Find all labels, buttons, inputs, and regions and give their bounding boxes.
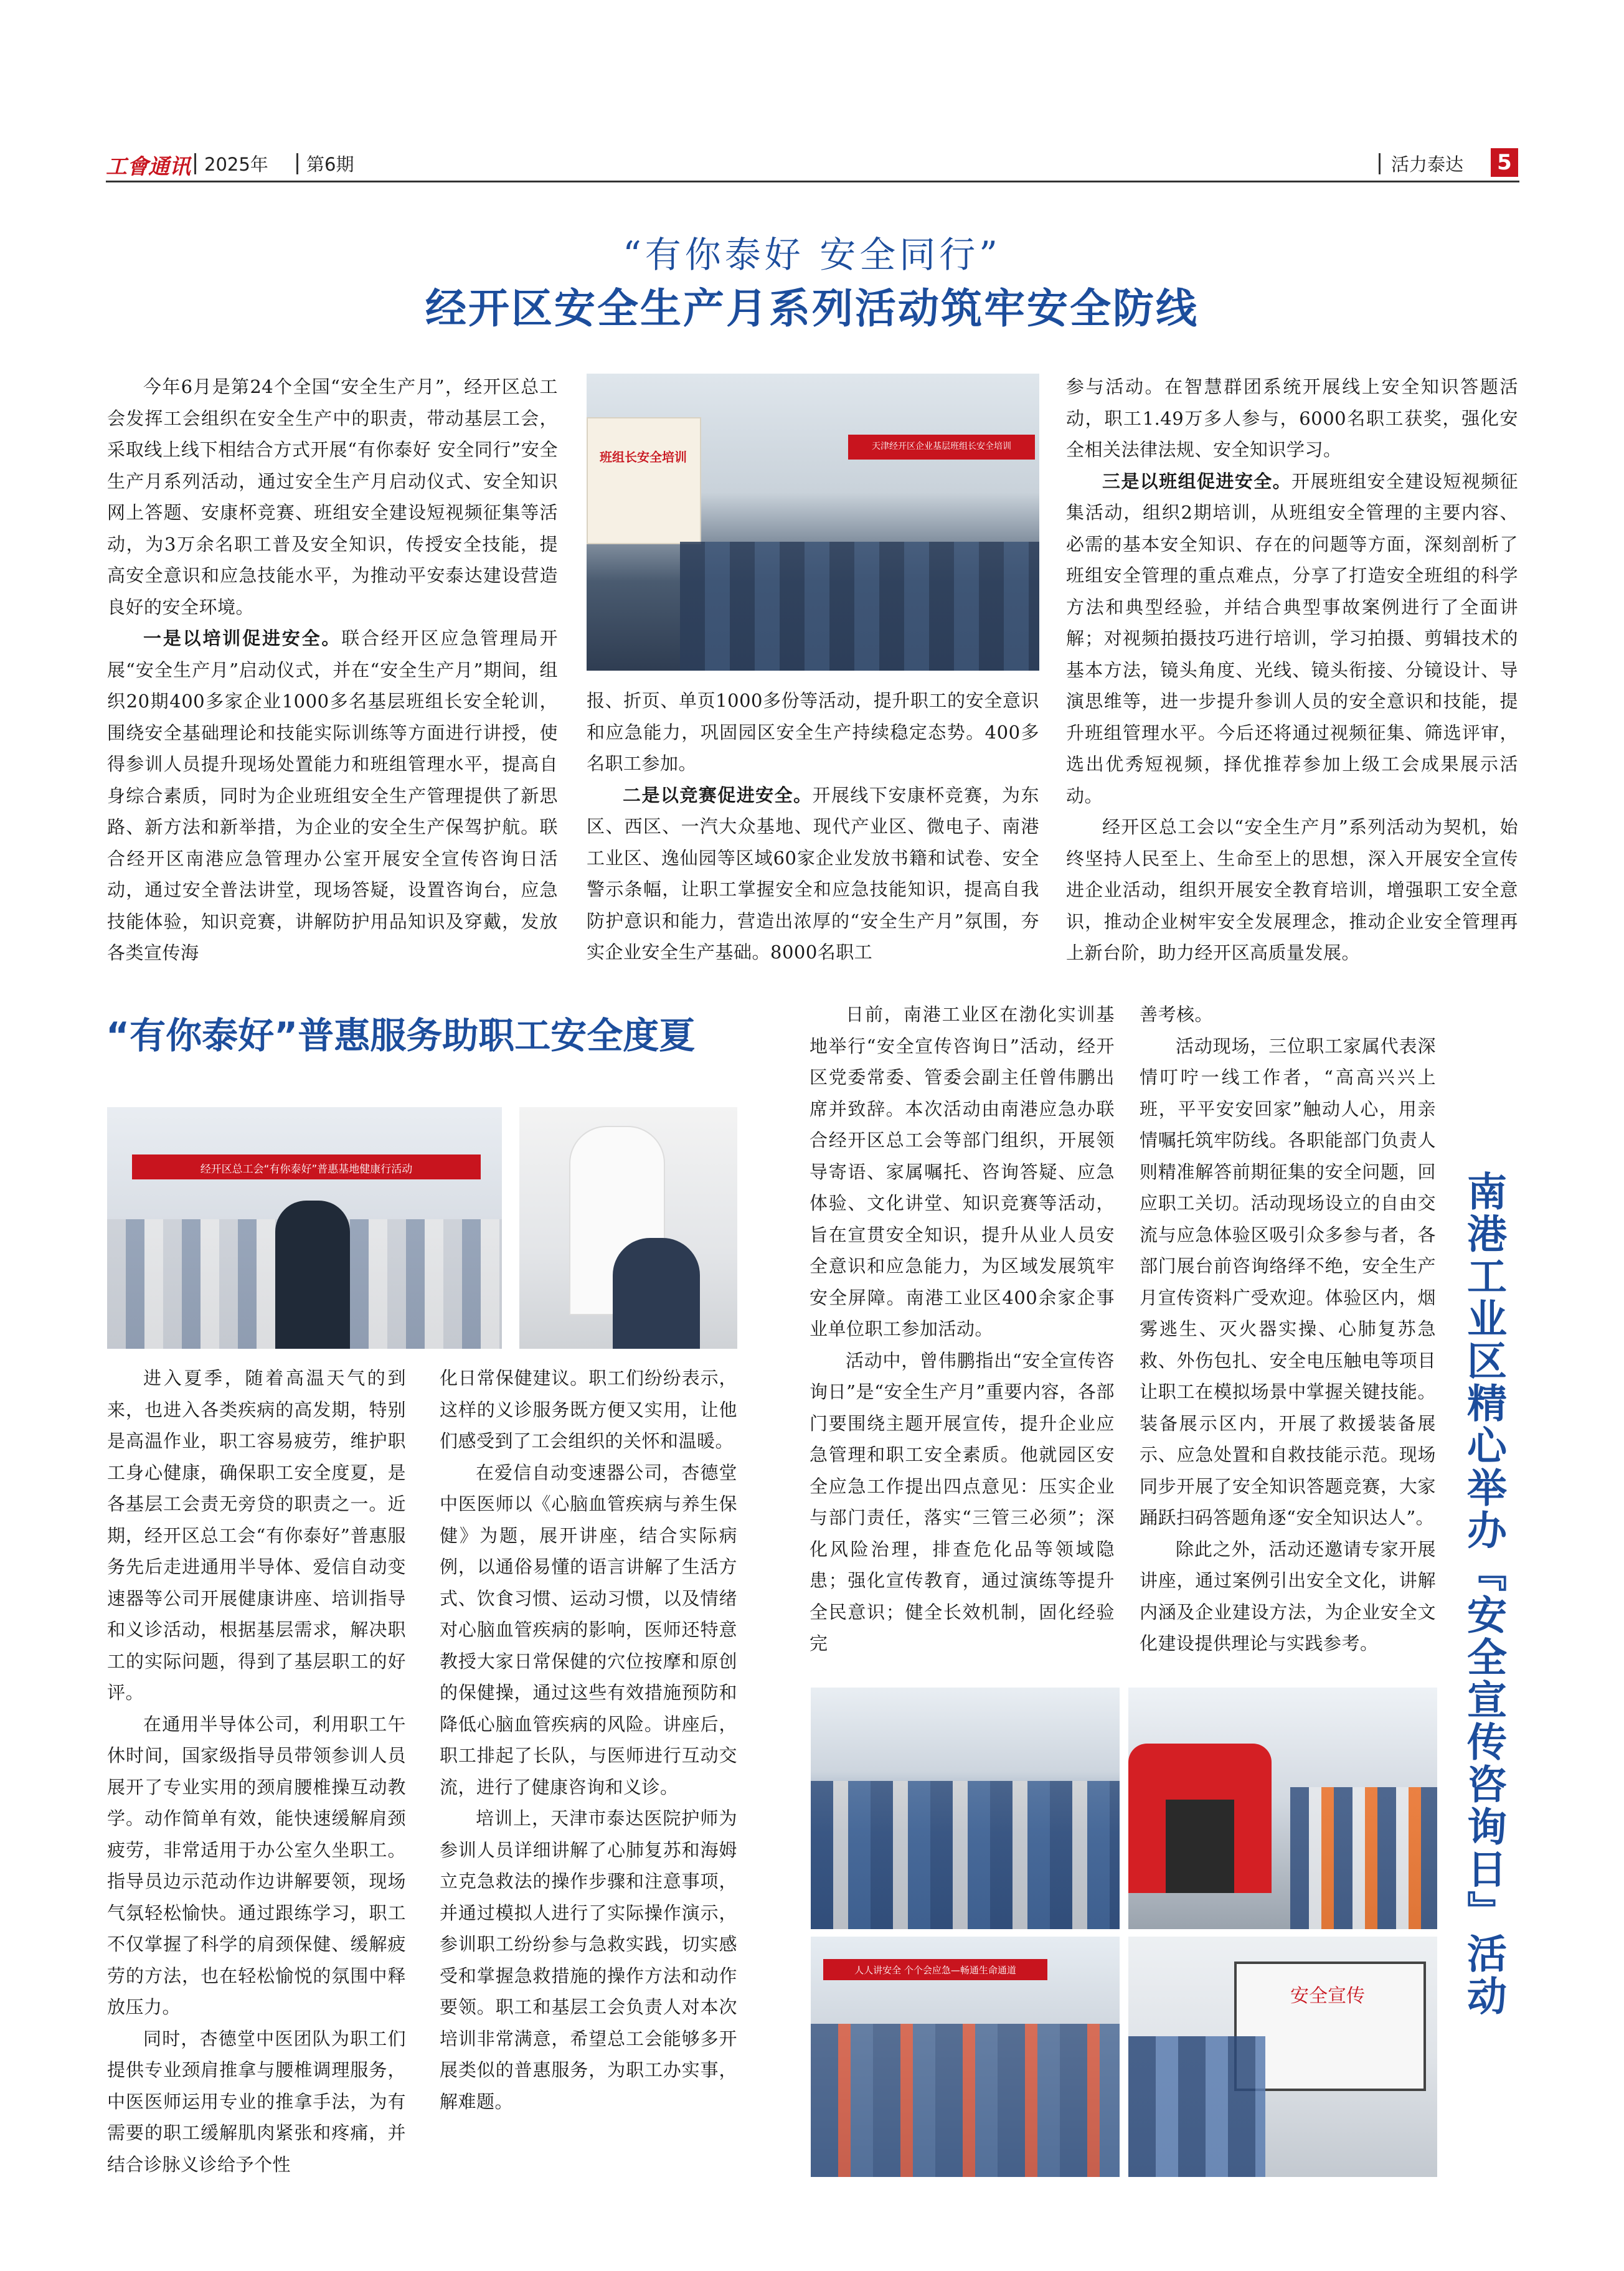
smoke-tent-photo xyxy=(1128,1688,1437,1929)
header-rule xyxy=(106,181,1519,182)
signing-workers xyxy=(1128,2036,1265,2177)
article2-title: “有你泰好”普惠服务助职工安全度夏 xyxy=(106,1014,696,1057)
article3-col2-p1: 善考核。 xyxy=(1140,1004,1214,1025)
masthead-logo: 工會通讯 xyxy=(106,154,191,179)
signing-board-text: 安全宣传 xyxy=(1290,1985,1365,2007)
page-number-badge: 5 xyxy=(1491,148,1518,177)
header-sep-2 xyxy=(296,153,298,174)
article1-col1 xyxy=(107,371,558,969)
first-aid-photo xyxy=(811,1937,1120,2177)
training-stage-banner: 班组长安全培训 xyxy=(600,450,687,465)
article3-col2 xyxy=(1140,999,1436,1660)
article2-col1-p3: 同时，杏德堂中医团队为职工们提供专业颈肩推拿与腰椎调理服务，中医医师运用专业的推拿手法，为有需要的职工缓解肌肉紧张和疼痛，并结合诊脉义诊给予个性 xyxy=(107,2028,406,2175)
article2-col2 xyxy=(440,1362,737,2117)
exercise-leader xyxy=(275,1201,350,1349)
massage-photo xyxy=(519,1107,737,1349)
point-two-lead: 二是以竞赛促进安全。 xyxy=(623,784,813,806)
safety-workers xyxy=(1290,1787,1437,1929)
point-one-lead: 一是以培训促进安全。 xyxy=(143,628,342,649)
crowd-people xyxy=(811,1781,1120,1929)
article1-col2-p2 xyxy=(587,780,1039,968)
article1-col3-p1: 参与活动。在智慧群团系统开展线上安全知识答题活动，职工1.49万多人参与，6000名职工获奖，强化安全相关法律法规、安全知识学习。 xyxy=(1066,376,1518,460)
article2-col2-p2: 在爱信自动变速器公司，杏德堂中医医师以《心脑血管疾病与养生保健》为题，展开讲座，结合实际病例，以通俗易懂的语言讲解了生活方式、饮食习惯、运动习惯，以及情绪对心脑血管疾病的影响，医师还特意教授大家日常保健的穴位按摩和原创的保健操，通过这些有效措施预防和降低心脑血管疾病的风险。讲座后，职工排起了长队，与医师进行互动交流，进行了健康咨询和义诊。 xyxy=(440,1461,737,1798)
article1-col3-p2 xyxy=(1066,466,1518,812)
first-aid-banner-text: 人人讲安全 个个会应急—畅通生命通道 xyxy=(854,1965,1016,1976)
article3-vertical-title: 南港工业区精心举办『安全宣传咨询日』活动 xyxy=(1460,1171,1506,2018)
signboard-photo xyxy=(1128,1937,1437,2177)
issue-number: 第6期 xyxy=(306,154,354,175)
point-two-text: 开展线下安康杯竞赛，为东区、西区、一汽大众基地、现代产业区、微电子、南港工业区、逸仙园等区域60家企业发放书籍和试卷、安全警示条幅，让职工掌握安全和应急技能知识，提高自我防护意识和能力，营造出浓厚的“安全生产月”氛围，夯实企业安全生产基础。8000名职工 xyxy=(587,784,1039,963)
article1-kicker: “有你泰好 安全同行” xyxy=(623,234,1001,276)
header-sep-1 xyxy=(194,153,196,174)
article1-col1-p1: 今年6月是第24个全国“安全生产月”，经开区总工会发挥工会组织在安全生产中的职责，带动基层工会，采取线上线下相结合方式开展“有你泰好 安全同行”安全生产月系列活动，通过安全生产月启动仪式、安全知识网上答题、安康杯竞赛、班组安全建设短视频征集等活动，为3万余名职工普及安全知识，传授安全技能，提高安全意识和应急技能水平，为推动平安泰达建设营造良好的安全环境。 xyxy=(107,376,558,618)
article1-col3-p3: 经开区总工会以“安全生产月”系列活动为契机，始终坚持人民至上、生命至上的思想，深入开展安全宣传进企业活动，组织开展安全教育培训，增强职工安全意识，推动企业树牢安全发展理念，推动企业安全管理再上新台阶，助力经开区高质量发展。 xyxy=(1066,816,1518,963)
article2-col2-p1: 化日常保健建议。职工们纷纷表示，这样的义诊服务既方便又实用，让他们感受到了工会组织的关怀和温暖。 xyxy=(440,1367,737,1452)
first-aid-trainees xyxy=(811,2024,1120,2177)
article1-col2 xyxy=(587,685,1039,968)
patient-figure xyxy=(613,1238,700,1349)
article3-col1-p2: 活动中，曾伟鹏指出“安全宣传咨询日”是“安全生产月”重要内容，各部门要围绕主题开展宣传，提升企业应急管理和职工安全素质。他就园区安全应急工作提出四点意见：压实企业与部门责任，落实“三管三必须”；深化风险治理，排查危化品等领域隐患；强化宣传教育，通过演练等提升全民意识；健全长效机制，固化经验完 xyxy=(810,1349,1115,1654)
header-sep-3 xyxy=(1379,153,1381,174)
article1-title: 经开区安全生产月系列活动筑牢安全防线 xyxy=(425,285,1199,333)
section-name: 活力泰达 xyxy=(1391,154,1464,175)
training-photo xyxy=(587,374,1039,671)
training-screen xyxy=(587,417,701,544)
article2-col1 xyxy=(107,1362,406,2180)
exercise-photo xyxy=(107,1107,502,1349)
point-one-text: 联合经开区应急管理局开展“安全生产月”启动仪式，并在“安全生产月”期间，组织20期400多家企业1000多名基层班组长安全轮训，围绕安全基础理论和技能实际训练等方面进行讲授，使得参训人员提升现场处置能力和班组管理水平，提高自身综合素质，同时为企业班组安全生产管理提供了新思路、新方法和新举措，为企业的安全生产保驾护航。联合经开区南港应急管理办公室开展安全宣传咨询日活动，通过安全普法讲堂，现场答疑，设置咨询台，应急技能体验，知识竞赛，讲解防护用品知识及穿戴，发放各类宣传海 xyxy=(107,628,558,963)
article3-col2-p2: 活动现场，三位职工家属代表深情叮咛一线工作者，“高高兴兴上班，平平安安回家”触动人心，用亲情嘱托筑牢防线。各职能部门负责人则精准解答前期征集的安全问题，回应职工关切。活动现场设立的自由交流与应急体验区吸引众多参与者，各部门展台前咨询络绎不绝，安全生产月宣传资料广受欢迎。体验区内，烟雾逃生、灭火器实操、心肺复苏急救、外伤包扎、安全电压触电等项目让职工在模拟场景中掌握关键技能。装备展示区内，开展了救援装备展示、应急处置和自救技能示范。现场同步开展了安全知识答题竞赛，大家踊跃扫码答题角逐“安全知识达人”。 xyxy=(1140,1035,1436,1528)
tent-door xyxy=(1166,1800,1234,1893)
article1-col1-p2 xyxy=(107,623,558,969)
page-header xyxy=(106,148,1519,181)
article3-col2-p3: 除此之外，活动还邀请专家开展讲座，通过案例引出安全文化，讲解内涵及企业建设方法，为企业安全文化建设提供理论与实践参考。 xyxy=(1140,1538,1436,1654)
training-banner-text: 天津经开区企业基层班组长安全培训 xyxy=(872,441,1011,451)
crowd-photo xyxy=(811,1688,1120,1929)
point-three-text: 开展班组安全建设短视频征集活动，组织2期培训，从班组安全管理的主要内容、必需的基本安全知识、存在的问题等方面，深刻剖析了班组安全管理的重点难点，分享了打造安全班组的科学方法和典型经验，并结合典型事故案例进行了全面讲解；对视频拍摄技巧进行培训，学习拍摄、剪辑技术的基本方法，镜头角度、光线、镜头衔接、分镜设计、导演思维等，进一步提升参训人员的安全意识和技能，提升班组管理水平。今后还将通过视频征集、筛选评审，选出优秀短视频，择优推荐参加上级工会成果展示活动。 xyxy=(1066,470,1518,806)
exercise-banner-text: 经开区总工会“有你泰好”普惠基地健康行活动 xyxy=(200,1163,413,1176)
article3-col1 xyxy=(810,999,1115,1660)
article2-col1-p2: 在通用半导体公司，利用职工午休时间，国家级指导员带领参训人员展开了专业实用的颈肩腰椎操互动教学。动作简单有效，能快速缓解肩颈疲劳，非常适用于办公室久坐职工。指导员边示范动作边讲解要领，现场气氛轻松愉快。通过跟练学习，职工不仅掌握了科学的肩颈保健、缓解疲劳的方法，也在轻松愉悦的氛围中释放压力。 xyxy=(107,1713,406,2018)
article2-col1-p1: 进入夏季，随着高温天气的到来，也进入各类疾病的高发期，特别是高温作业，职工容易疲劳，维护职工身心健康，确保职工安全度夏，是各基层工会责无旁贷的职责之一。近期，经开区总工会“有你泰好”普惠服务先后走进通用半导体、爱信自动变速器等公司开展健康讲座、培训指导和义诊活动，根据基层需求，解决职工的实际问题，得到了基层职工的好评。 xyxy=(107,1367,406,1703)
training-audience xyxy=(680,542,1039,671)
point-three-lead: 三是以班组促进安全。 xyxy=(1102,470,1292,492)
article3-col1-p1: 日前，南港工业区在渤化实训基地举行“安全宣传咨询日”活动，经开区党委常委、管委会副主任曾伟鹏出席并致辞。本次活动由南港应急办联合经开区总工会等部门组织，开展领导寄语、家属嘱托、咨询答疑、应急体验、文化讲堂、知识竞赛等活动，旨在宣贯安全知识，提升从业人员安全意识和应急能力，为区域发展筑牢安全屏障。南港工业区400余家企事业单位职工参加活动。 xyxy=(810,1004,1115,1339)
article1-col3 xyxy=(1066,371,1518,969)
issue-year: 2025年 xyxy=(204,154,268,175)
article1-col2-p1: 报、折页、单页1000多份等活动，提升职工的安全意识和应急能力，巩固园区安全生产持续稳定态势。400多名职工参加。 xyxy=(587,690,1039,774)
article2-col2-p3: 培训上，天津市泰达医院护师为参训人员详细讲解了心肺复苏和海姆立克急救法的操作步骤和注意事项，并通过模拟人进行了实际操作演示，参训职工纷纷参与急救实践，切实感受和掌握急救措施的操作方法和动作要领。职工和基层工会负责人对本次培训非常满意，希望总工会能够多开展类似的普惠服务，为职工办实事，解难题。 xyxy=(440,1808,737,2112)
